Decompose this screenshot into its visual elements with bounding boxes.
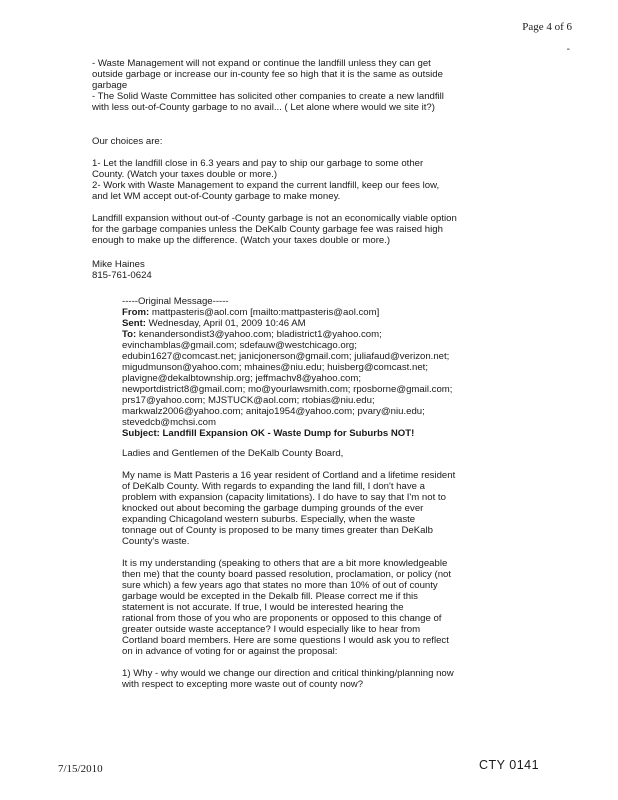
sent-row	[122, 318, 512, 329]
bullet-line: garbage	[92, 80, 128, 91]
from-row	[122, 307, 512, 318]
bullet-line: outside garbage or increase our in-county fee so high that it is the same as outside	[92, 69, 443, 80]
message-divider: -----Original Message-----	[122, 296, 229, 307]
paragraph-line: It is my understanding (speaking to others that are a bit more knowledgeable	[122, 558, 448, 569]
paragraph-line: My name is Matt Pasteris a 16 year resident of Cortland and a lifetime resident	[122, 470, 456, 481]
choice-line: and let WM accept out-of-County garbage to make money.	[92, 191, 341, 202]
to-value: kenandersondist3@yahoo.com; bladistrict1@yahoo.com;	[138, 329, 382, 340]
from-label: From:	[122, 307, 150, 318]
to-line: prs17@yahoo.com; MJSTUCK@aol.com; rtobias@niu.edu;	[122, 395, 375, 406]
paragraph-line: problem with expansion (capacity limitations). I do have to say that I'm not to	[122, 492, 446, 503]
email-paragraph-2	[122, 558, 512, 657]
choice-line: 1- Let the landfill close in 6.3 years and pay to ship our garbage to some other	[92, 158, 424, 169]
bullet-line: with less out-of-County garbage to no avail... ( Let alone where would we site it?)	[92, 102, 435, 113]
salutation: Ladies and Gentlemen of the DeKalb County Board,	[122, 448, 344, 459]
to-line: edubin1627@comcast.net; janicjonerson@gmail.com; juliafaud@verizon.net;	[122, 351, 450, 362]
paragraph-line: on in advance of voting for or against the proposal:	[122, 646, 338, 657]
paragraph-line: statement is not accurate. If true, I would be interested hearing the	[122, 602, 404, 613]
paragraph-line: then me) that the county board passed resolution, proclamation, or policy (not	[122, 569, 452, 580]
sent-label: Sent:	[122, 318, 146, 329]
to-row	[122, 329, 512, 340]
subject-value: Landfill Expansion OK - Waste Dump for Suburbs NOT!	[162, 428, 415, 439]
bullet-line: - The Solid Waste Committee has solicited other companies to create a new landfill	[92, 91, 444, 102]
paragraph-line: County's waste.	[122, 536, 190, 547]
choice-line: 2- Work with Waste Management to expand the current landfill, keep our fees low,	[92, 180, 440, 191]
question-1	[122, 668, 512, 690]
paragraph-line: sure which) a few years ago that states no more than 10% of out of county	[122, 580, 438, 591]
to-label: To:	[122, 329, 137, 340]
paragraph-line: greater outside waste acceptance? I would especially like to hear from	[122, 624, 421, 635]
paragraph-line: Landfill expansion without out-of -County garbage is not an economically viable option	[92, 213, 457, 224]
signature-name: Mike Haines	[92, 259, 145, 270]
email-paragraph-1	[122, 470, 512, 547]
paragraph-line: enough to make up the difference. (Watch your taxes double or more.)	[92, 235, 391, 246]
paragraph-line: tonnage out of County is proposed to be many times greater than DeKalb	[122, 525, 433, 536]
to-line: migudmunson@yahoo.com; mhaines@niu.edu; huisberg@comcast.net;	[122, 362, 428, 373]
paragraph-line: with respect to excepting more waste out of county now?	[122, 679, 364, 690]
paragraph-line: 1) Why - why would we change our direction and critical thinking/planning now	[122, 668, 454, 679]
expansion-paragraph	[92, 213, 522, 246]
subject-row	[122, 428, 512, 439]
reply-bullets	[92, 58, 522, 113]
to-line: evinchamblas@gmail.com; sdefauw@westchicago.org;	[122, 340, 357, 351]
signature-phone: 815-761-0624	[92, 270, 152, 281]
paragraph-line: knocked out about becoming the garbage dumping grounds of the ever	[122, 503, 424, 514]
signature	[92, 259, 522, 281]
corner-mark: -	[566, 44, 570, 55]
choices-label: Our choices are:	[92, 136, 163, 147]
to-line: stevedcb@mchsi.com	[122, 417, 216, 428]
paragraph-line: of DeKalb County. With regards to expanding the land fill, I don't have a	[122, 481, 425, 492]
to-line: plavigne@dekalbtownship.org; jeffmachv8@yahoo.com;	[122, 373, 362, 384]
sent-value: Wednesday, April 01, 2009 10:46 AM	[148, 318, 306, 329]
bullet-line: - Waste Management will not expand or continue the landfill unless they can get	[92, 58, 431, 69]
footer-date: 7/15/2010	[58, 763, 103, 775]
to-line: newportdistrict8@gmail.com; mo@yourlawsmith.com; rposborne@gmail.com;	[122, 384, 453, 395]
paragraph-line: garbage would be excepted in the Dekalb fill. Please correct me if this	[122, 591, 418, 602]
choices-list	[92, 158, 522, 202]
subject-label: Subject:	[122, 428, 160, 439]
from-value: mattpasteris@aol.com [mailto:mattpasteris@aol.com]	[151, 307, 380, 318]
page-number: Page 4 of 6	[522, 21, 572, 33]
choice-line: County. (Watch your taxes double or more.)	[92, 169, 278, 180]
paragraph-line: for the garbage companies unless the DeKalb County garbage fee was raised high	[92, 224, 443, 235]
paragraph-line: rational from those of you who are proponents or opposed to this change of	[122, 613, 442, 624]
paragraph-line: expanding Chicagoland western suburbs. Especially, when the waste	[122, 514, 416, 525]
bates-number: CTY 0141	[479, 758, 540, 772]
to-line: markwalz2006@yahoo.com; anitajo1954@yahoo.com; pvary@niu.edu;	[122, 406, 425, 417]
paragraph-line: Cortland board members. Here are some questions I would ask you to reflect	[122, 635, 449, 646]
original-message	[122, 296, 512, 690]
